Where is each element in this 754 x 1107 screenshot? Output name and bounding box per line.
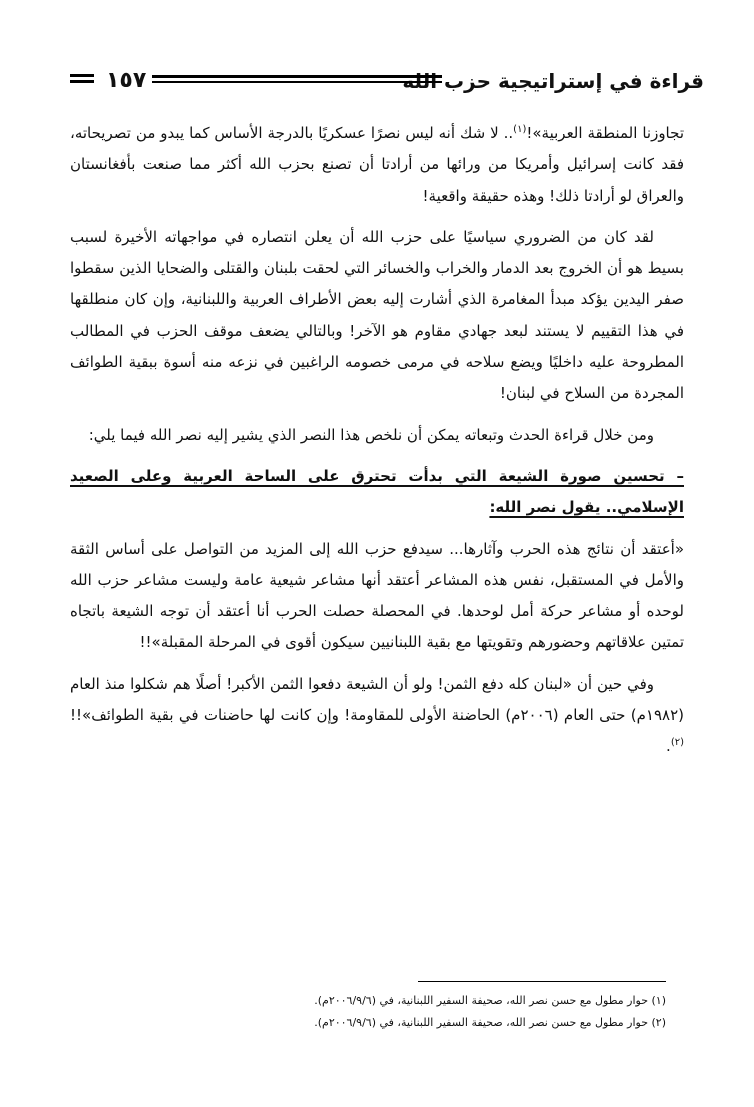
footnote-2: (٢) حوار مطول مع حسن نصر الله، صحيفة السفير اللبنانية، في (٢٠٠٦/٩/٦م).	[314, 1016, 666, 1029]
bullet-heading: – تحسين صورة الشيعة التي بدأت تحترق على الساحة العربية وعلى الصعيد الإسلامي.. يقول نصر الله:	[70, 466, 684, 517]
page-header	[70, 66, 704, 100]
paragraph-4	[70, 669, 684, 763]
paragraph-1-start: تجاوزنا المنطقة العربية»!	[526, 124, 684, 142]
page-number: ١٥٧	[106, 68, 147, 93]
body-text	[70, 118, 684, 773]
footnote-separator	[418, 981, 666, 982]
footnote-ref-2: (٢)	[670, 737, 684, 749]
paragraph-4-text: وفي حين أن «لبنان كله دفع الثمن! ولو أن الشيعة دفعوا الثمن الأكبر! أصلًا هم شكلوا منذ العام (١٩٨٢م) حتى العام (٢٠٠٦م) الحاضنة الأولى للمقاومة! وإن كانت لها حاضنات في بقية الطوائف»!!	[70, 674, 684, 725]
paragraph-2: لقد كان من الضروري سياسيًا على حزب الله أن يعلن انتصاره في مواجهاته الأخيرة لسبب بسيط هو أن الخروج بعد الدمار والخراب والخسائر التي لحقت بلبنان والقتلى والضحايا الذين سقطوا صفر اليدين يؤكد مبدأ المغامرة الذي أشارت إليه بعض الأطراف العربية واللبنانية، وإن كان منطلقها في هذا التقييم لا يستند لبعد جهادي مقاوم هو الآخر! وبالتالي يضعف موقف الحزب في المطالب المطروحة عليه داخليًا ويضع سلاحه في مرمى خصومه الراغبين في نزعه منه أسوة ببقية الطوائف المجردة من السلاح في لبنان!	[70, 227, 684, 403]
footnotes	[120, 990, 666, 1034]
paragraph-1	[70, 118, 684, 212]
paragraph-1-rest: .. لا شك أنه ليس نصرًا عسكريًا بالدرجة الأساس كما يبدو من تصريحاته، فقد كانت إسرائيل وأمريكا من ورائها من أرادتا أن تصنع بحزب الله أكثر مما صنعت بأفغانستان والعراق لو أرادتا ذلك! وهذه حقيقة واقعية!	[70, 124, 684, 205]
running-title: قراءة في إستراتيجية حزب الله	[402, 69, 704, 93]
paragraph-4-end: .	[666, 737, 671, 756]
quote-paragraph: «أعتقد أن نتائج هذه الحرب وآثارها... سيدفع حزب الله إلى المزيد من التواصل على أساس الثقة والأمل في المستقبل، نفس هذه المشاعر أعتقد أنها مشاعر شيعية عامة وليست مشاعر حزب الله لوحده أو مشاعر حركة أمل لوحدها. في المحصلة حصلت الحرب أنا أعتقد أن توجه الشيعة باتجاه تمتين علاقاتهم وحضورهم وتقويتها مع بقية اللبنانيين سيكون أقوى في المرحلة المقبلة»!!	[70, 539, 684, 652]
footnote-1: (١) حوار مطول مع حسن نصر الله، صحيفة السفير اللبنانية، في (٢٠٠٦/٩/٦م).	[314, 994, 666, 1007]
footnote-ref-1: (١)	[513, 124, 527, 135]
paragraph-3: ومن خلال قراءة الحدث وتبعاته يمكن أن نلخص هذا النصر الذي يشير إليه نصر الله فيما يلي:	[88, 425, 654, 444]
page-number-ornament	[70, 74, 94, 86]
header-rule	[152, 75, 442, 83]
